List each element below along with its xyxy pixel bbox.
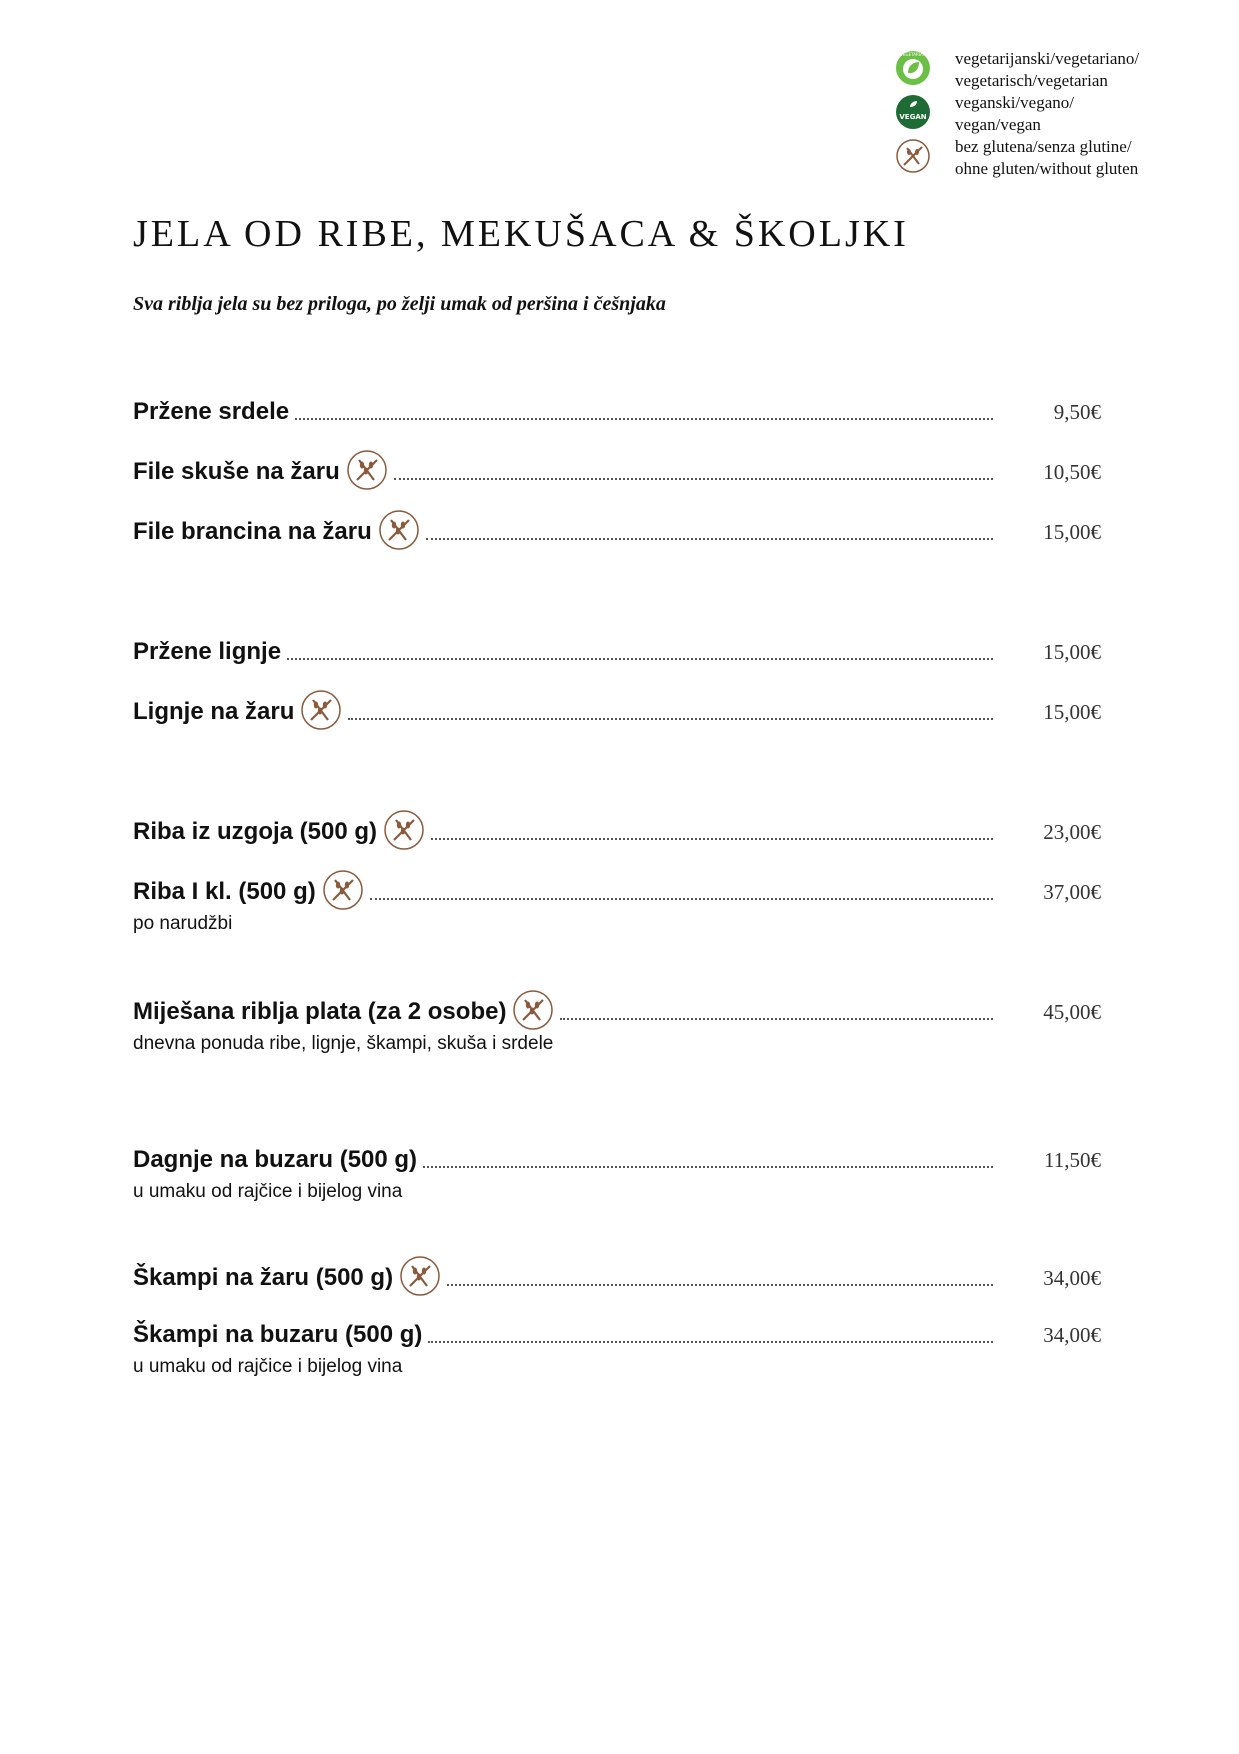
menu-item-price: 11,50€ — [1044, 1148, 1101, 1172]
menu-item — [133, 1316, 1101, 1377]
gluten-free-icon — [383, 809, 425, 851]
menu-item-row — [133, 813, 1101, 847]
menu-item — [133, 513, 1101, 547]
leader-dots — [295, 417, 993, 420]
menu-item-row — [133, 1259, 1101, 1293]
menu-item-name: Škampi na buzaru (500 g) — [133, 1321, 423, 1348]
gluten-free-icon — [378, 509, 420, 551]
menu-item-row — [133, 513, 1101, 547]
leader-dots — [394, 477, 993, 480]
legend-gluten-free — [895, 136, 1195, 180]
menu-item-row — [133, 633, 1101, 667]
legend-vegan-text: veganski/vegano/ vegan/vegan — [955, 93, 1074, 134]
vegetarian-icon — [895, 50, 931, 86]
menu-item-price: 10,50€ — [1043, 460, 1101, 484]
menu-item-name: Riba iz uzgoja (500 g) — [133, 818, 378, 845]
leader-dots — [423, 1165, 993, 1168]
menu-item — [133, 633, 1101, 667]
legend-vegetarian-text: vegetarijanski/vegetariano/ vegetarisch/vegetarian — [955, 49, 1140, 90]
legend-gluten-free-text: bez glutena/senza glutine/ ohne gluten/without gluten — [955, 137, 1139, 178]
menu-item-description: u umaku od rajčice i bijelog vina — [133, 1181, 403, 1202]
leader-dots — [370, 897, 993, 900]
gluten-free-icon — [300, 689, 342, 731]
menu-item — [133, 813, 1101, 847]
menu-item-row — [133, 993, 1101, 1027]
menu-item-name: File skuše na žaru — [133, 458, 340, 485]
gluten-free-icon — [512, 989, 554, 1031]
menu-item-name: Pržene srdele — [133, 398, 290, 425]
leader-dots — [431, 837, 993, 840]
menu-item-price: 34,00€ — [1043, 1323, 1101, 1347]
legend-vegan — [895, 92, 1195, 136]
menu-item-description: po narudžbi — [133, 913, 233, 934]
menu-item — [133, 1141, 1101, 1202]
legend-vegetarian — [895, 48, 1195, 92]
svg-text:VEGETARIAN: VEGETARIAN — [900, 52, 926, 57]
menu-item-price: 15,00€ — [1043, 520, 1101, 544]
menu-item-row — [133, 1141, 1101, 1175]
page-title: JELA OD RIBE, MEKUŠACA & ŠKOLJKI — [133, 213, 909, 255]
menu-item-name: File brancina na žaru — [133, 518, 372, 545]
gluten-free-icon — [346, 449, 388, 491]
leader-dots — [428, 1340, 993, 1343]
menu-item-name: Dagnje na buzaru (500 g) — [133, 1146, 418, 1173]
leader-dots — [560, 1017, 993, 1020]
gluten-free-icon — [399, 1255, 441, 1297]
gluten-free-icon — [895, 138, 931, 174]
menu-item-description: u umaku od rajčice i bijelog vina — [133, 1356, 403, 1377]
menu-item-name: Pržene lignje — [133, 638, 282, 665]
menu-item-description: dnevna ponuda ribe, lignje, škampi, skuša i srdele — [133, 1033, 554, 1054]
menu-item-price: 45,00€ — [1043, 1000, 1101, 1024]
menu-item-price: 37,00€ — [1043, 880, 1101, 904]
menu-item-price: 15,00€ — [1043, 640, 1101, 664]
vegan-icon — [895, 94, 931, 130]
dietary-legend — [895, 48, 1195, 180]
gluten-free-icon — [322, 869, 364, 911]
menu-item-name: Riba I kl. (500 g) — [133, 878, 316, 905]
menu-item-price: 34,00€ — [1043, 1266, 1101, 1290]
menu-item — [133, 993, 1101, 1054]
menu-item-row — [133, 693, 1101, 727]
menu-item — [133, 453, 1101, 487]
leader-dots — [426, 537, 993, 540]
menu-item — [133, 1259, 1101, 1293]
menu-item — [133, 873, 1101, 934]
menu-item — [133, 693, 1101, 727]
menu-item-name: Miješana riblja plata (za 2 osobe) — [133, 998, 507, 1025]
menu-item-row — [133, 393, 1101, 427]
menu-item-name: Škampi na žaru (500 g) — [133, 1264, 394, 1291]
menu-item-price: 9,50€ — [1053, 400, 1101, 424]
leader-dots — [287, 657, 993, 660]
page-subtitle: Sva riblja jela su bez priloga, po želji umak od peršina i češnjaka — [133, 293, 666, 315]
menu-item-row — [133, 873, 1101, 907]
leader-dots — [348, 717, 993, 720]
menu-item-row — [133, 1316, 1101, 1350]
menu-item-price: 23,00€ — [1043, 820, 1101, 844]
menu-item-price: 15,00€ — [1043, 700, 1101, 724]
menu-item — [133, 393, 1101, 427]
menu-item-row — [133, 453, 1101, 487]
svg-text:VEGAN: VEGAN — [899, 113, 927, 121]
menu-item-name: Lignje na žaru — [133, 698, 295, 725]
leader-dots — [447, 1283, 993, 1286]
